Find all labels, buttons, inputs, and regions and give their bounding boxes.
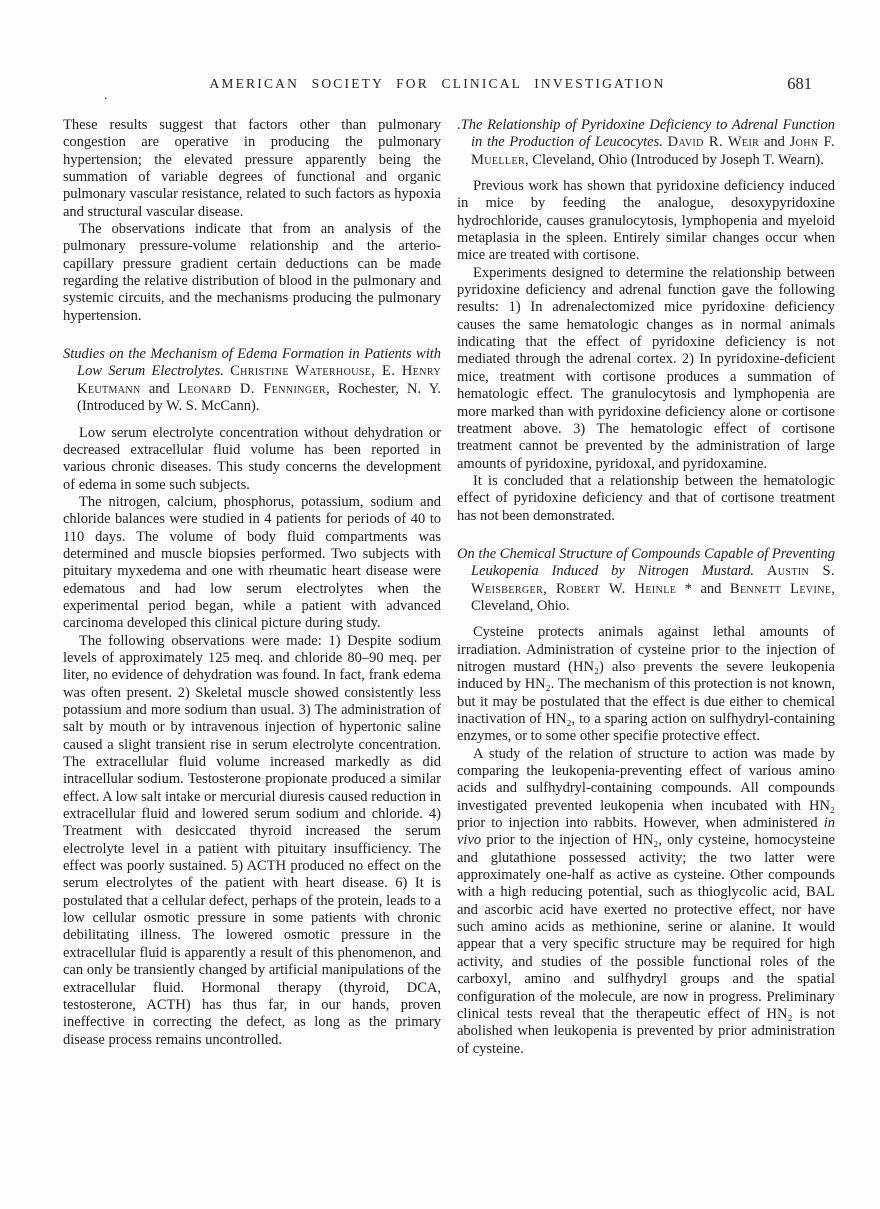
- text-run: A study of the relation of structure to action was made by comparing the leukopenia-preventing effect of various amino acids and sulfhydryl-containing compounds. All compounds investigated prevented leukopenia when incubated with HN₂ prior to injection into rabbits. However, when administered: [457, 745, 835, 832]
- paragraph: [457, 746, 835, 1058]
- author-names: John F. Mueller: [471, 134, 835, 168]
- scan-speck: .: [104, 88, 108, 103]
- paragraph: [457, 473, 835, 525]
- italic-text: On the Chemical Structure of Compounds Capable of Preventing Leukopenia Induced by Nitrogen Mustard.: [457, 545, 835, 580]
- italic-text: The Relationship of Pyridoxine Deficiency to Adrenal Function in the Production of Leucocytes.: [460, 117, 835, 151]
- abstract-heading: [457, 117, 835, 169]
- paragraph: [457, 265, 835, 473]
- paragraph: [457, 624, 835, 745]
- text-run: The observations indicate that from an analysis of the pulmonary pressure-volume relationship and the arterio-capillary pressure gradient certain deductions can be made regarding the relative distribution of blood in the pulmonary and systemic circuits, and the mechanisms producing the pulmonary hypertension.: [63, 221, 441, 324]
- text-run: Experiments designed to determine the relationship between pyridoxine deficiency and adrenal function gave the following results: 1) In adrenalectomized mice pyridoxine deficiency causes the same hematologic changes as in normal animals indicating that the effect of pyridoxine deficiency is not mediated through the adrenal cortex. 2) In pyridoxine-deficient mice, treatment with cortisone produces a summation of hematologic effect. The granulocytosis and lymphopenia are more marked than with pyridoxine deficiency alone or cortisone treatment above. 3) The hematologic effect of cortisone treatment cannot be prevented by the administration of large amounts of pyridoxine, pyridoxal, and pyridoxamine.: [457, 264, 835, 472]
- text-run: and: [759, 134, 790, 151]
- text-run: Cysteine protects animals against lethal amounts of irradiation. Administration of cysteine prior to the injection of nitrogen mustard (HN₂) also prevents the severe leukopenia induced by HN₂. The mechanism of this protection is not known, but it may be postulated that the effect is due either to chemical inactivation of HN₂, to a sparing action on sulfhydryl-containing enzymes, or to some other specifie protective effect.: [457, 624, 835, 745]
- text-run: prior to the injection of HN₂, only cysteine, homocysteine and glutathione possessed activity; the two latter were approximately one-half as active as cysteine. Other compounds with a high reducing potential, such as thioglycolic acid, BAL and ascorbic acid have exerted no protective effect, nor have such amino acids as methionine, serine or alanine. It would appear that a very specific structure may be required for high activity, and studies of the possible functional roles of the carboxyl, amino and sulfhydryl groups and the spatial configuration of the molecule, are now in progress. Preliminary clinical tests reveal that the therapeutic effect of HN₂ is not abolished when leukopenia is prevented by prior administration of cysteine.: [457, 832, 835, 1057]
- text-run: .: [457, 117, 461, 133]
- author-names: Christine Waterhouse, E. Henry Keutmann: [77, 363, 442, 397]
- paragraph: [63, 633, 441, 1049]
- author-names: Austin S. Weisberger, Robert W. Heinle: [471, 563, 835, 597]
- text-run: , Rochester, N. Y. (Introduced by W. S. McCann).: [77, 380, 442, 415]
- two-column-text: [63, 117, 835, 1058]
- left-column: [63, 117, 441, 1058]
- text-run: , Cleveland, Ohio.: [471, 580, 836, 614]
- running-header: [63, 76, 812, 94]
- right-column: [457, 117, 835, 1058]
- abstract-heading: [63, 346, 441, 415]
- page-number: 681: [787, 74, 812, 93]
- author-names: Bennett Levine: [729, 580, 832, 597]
- text-run: Previous work has shown that pyridoxine deficiency induced in mice by feeding the analogue, desoxypyridoxine hydrochloride, causes granulocytosis, lymphopenia and myeloid metaplasia in the spleen. Entirely similar changes occur when mice are treated with cortisone.: [457, 178, 835, 264]
- text-run: Low serum electrolyte concentration without dehydration or decreased extracellular fluid volume has been reported in various chronic diseases. This study concerns the development of edema in some such subjects.: [63, 424, 441, 493]
- paragraph: [457, 178, 835, 265]
- text-run: It is concluded that a relationship between the hematologic effect of pyridoxine deficiency and that of cortisone treatment has not been demonstrated.: [457, 472, 835, 524]
- italic-text: in vivo: [457, 815, 835, 849]
- text-run: , Cleveland, Ohio (Introduced by Joseph T. Wearn).: [525, 151, 824, 168]
- abstract-heading: [457, 546, 835, 615]
- italic-text: Studies on the Mechanism of Edema Formation in Patients with Low Serum Electrolytes.: [63, 346, 441, 380]
- paragraph: [63, 221, 441, 325]
- text-run: The following observations were made: 1) Despite sodium levels of approximately 125 meq. and chloride 80–90 meq. per liter, no evidence of dehydration was found. In fact, frank edema was often present. 2) Skeletal muscle showed consistently less potassium and more sodium than usual. 3) The administration of salt by mouth or by intravenous injection of hypertonic saline caused a slight transient rise in serum electrolyte concentration. The extracellular fluid volume increased markedly as did intracellular sodium. Testosterone propionate produced a similar effect. A low salt intake or mercurial diuresis caused reduction in extracellular fluid and lowered serum sodium and chloride. 4) Treatment with desiccated thyroid increased the serum electrolyte level in a patient with pituitary insufficiency. The effect was poorly sustained. 5) ACTH produced no effect on the serum electrolytes of the patient with heart disease. 6) It is postulated that a cellular defect, perhaps of the protein, leads to a low cellular osmotic pressure in some patients with chronic debilitating illness. The lowered osmotic pressure in the extracellular fluid is apparently a result of this phenomenon, and can only be transiently changed by artificial manipulations of the extracellular fluid. Hormonal therapy (thyroid, DCA, testosterone, ACTH) has thus far, in our hands, proven ineffective in correcting the defect, as long as the primary disease process remains uncontrolled.: [63, 632, 441, 1048]
- author-names: Leonard D. Fenninger: [177, 380, 327, 397]
- text-run: The nitrogen, calcium, phosphorus, potassium, sodium and chloride balances were studied in 4 patients for periods of 40 to 110 days. The volume of body fluid compartments was determined and muscle biopsies performed. Two subjects with pituitary myxedema and one with rheumatic heart disease were edematous and had low serum electrolytes when the experimental period began, while a patient with advanced carcinoma developed this clinical picture during study.: [63, 493, 441, 632]
- paragraph: [63, 117, 441, 221]
- text-run: and: [140, 380, 178, 397]
- paragraph: [63, 494, 441, 633]
- paragraph: [63, 425, 441, 494]
- text-run: These results suggest that factors other than pulmonary congestion are operative in producing the pulmonary hypertension; the elevated pressure apparently being the summation of variable degrees of functional and organic pulmonary vascular resistance, related to such factors as hypoxia and structural vascular disease.: [63, 117, 441, 220]
- journal-header-title: AMERICAN SOCIETY FOR CLINICAL INVESTIGATION: [209, 76, 666, 91]
- text-run: * and: [676, 580, 730, 597]
- author-names: David R. Weir: [667, 134, 760, 151]
